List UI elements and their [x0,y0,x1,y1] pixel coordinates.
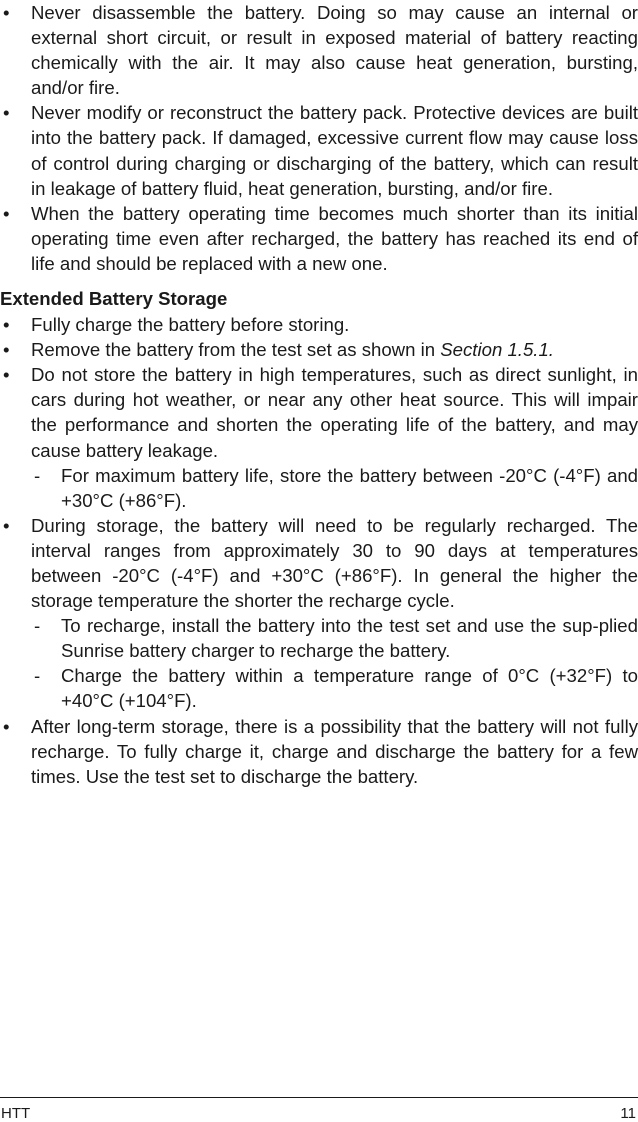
sub-list-item-text: For maximum battery life, store the battery between -20°C (-4°F) and +30°C (+86°F). [61,464,638,511]
list-item [0,714,638,789]
dash-icon: - [34,464,41,486]
footer-product-name: HTT [1,1105,31,1122]
list-item [0,362,638,513]
bullet-icon: • [3,202,10,224]
bullet-icon: • [3,715,10,737]
dash-icon: - [34,665,41,687]
list-item-text: Do not store the battery in high temperatures, such as direct sunlight, in cars during hot weather, or near any other heat source. This will impair the performance and shorten the operating life of the battery, and may cause battery leakage. [31,364,638,461]
list-item [0,312,638,337]
bullet-icon: • [3,339,10,361]
bullet-icon: • [3,514,10,536]
section-heading: Extended Battery Storage [0,288,228,310]
page-number: 11 [620,1105,636,1122]
warning-list [0,0,638,276]
sub-list-item [31,463,638,513]
sub-list [31,463,638,513]
dash-icon: - [34,615,41,637]
sub-list-item [31,663,638,713]
list-item-text: During storage, the battery will need to be regularly recharged. The interval ranges from approximately 30 to 90 days at temperatures between -20°C (-4°F) and +30°C (+86°F). In general the higher the storage temperature the shorter the recharge cycle. [31,514,638,612]
list-item [0,100,638,200]
sub-list-item-text: To recharge, install the battery into the test set and use the sup-plied Sunrise battery charger to recharge the battery. [61,615,638,662]
sub-list-item-text: Charge the battery within a temperature range of 0°C (+32°F) to +40°C (+104°F). [61,665,638,712]
list-item-text: Never modify or reconstruct the battery pack. Protective devices are built into the battery pack. If damaged, excessive current flow may cause loss of control during charging or discharging of the battery, which can result in leakage of battery fluid, heat generation, bursting, and/or fire. [31,102,638,199]
storage-list [0,312,638,789]
list-item [0,337,638,362]
sub-list [31,613,638,713]
list-item [0,513,638,714]
footer-divider [0,1097,638,1098]
list-item-text: Remove the battery from the test set as shown in [31,339,441,361]
bullet-icon: • [3,102,10,124]
list-item-text: When the battery operating time becomes much shorter than its initial operating time even after recharged, the battery has reached its end of life and should be replaced with a new one. [31,202,638,274]
section-reference: Section 1.5.1. [440,339,554,361]
bullet-icon: • [3,364,10,386]
sub-list-item [31,613,638,663]
bullet-icon: • [3,314,10,336]
list-item-text: After long-term storage, there is a possibility that the battery will not fully recharge. To fully charge it, charge and discharge the battery for a few times. Use the test set to discharge the battery. [31,715,638,787]
bullet-icon: • [3,2,10,23]
list-item-text: Fully charge the battery before storing. [31,314,350,336]
list-item [0,201,638,276]
list-item [0,0,638,100]
list-item-text: Never disassemble the battery. Doing so may cause an internal or external short circuit, or result in exposed material of battery reacting chemically with the air. It may also cause heat generation, bursting, and/or fire. [31,2,638,99]
